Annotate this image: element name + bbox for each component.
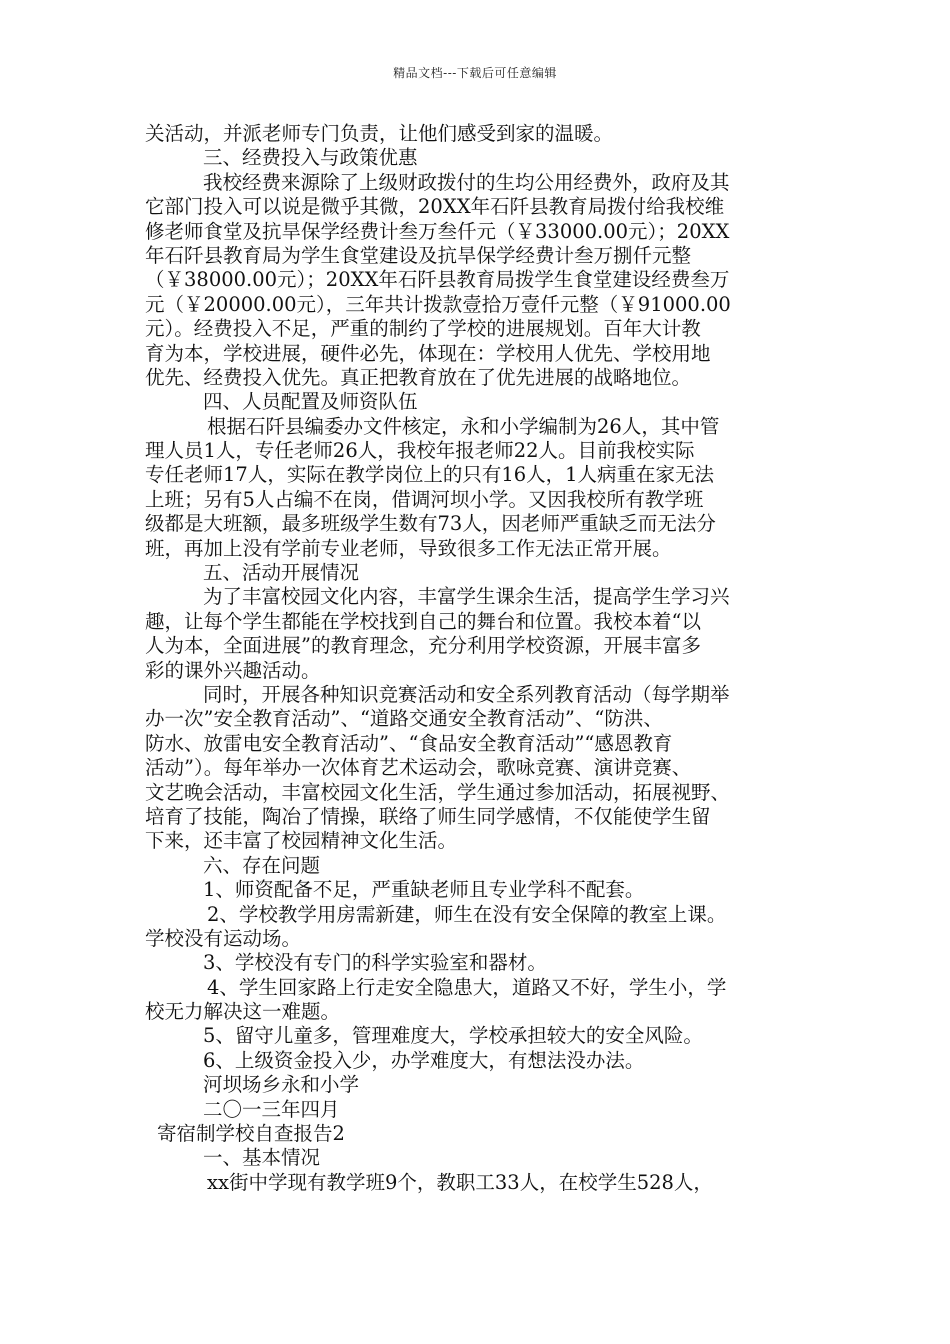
text-line: 它部门投入可以说是微乎其微，20XX年石阡县教育局拨付给我校维: [145, 195, 725, 219]
text-line: 文艺晚会活动，丰富校园文化生活，学生通过参加活动，拓展视野、: [145, 780, 731, 804]
section-heading: 五、活动开展情况: [203, 561, 360, 585]
text-line: 元（￥20000.00元），三年共计拨款壹拾万壹仟元整（￥91000.00: [145, 292, 731, 316]
text-line: 理人员1人，专任老师26人，我校年报老师22人。目前我校实际: [145, 439, 695, 463]
text-line: 彩的课外兴趣活动。: [145, 658, 321, 682]
section-heading: 一、基本情况: [203, 1146, 321, 1170]
text-line: 优先、经费投入优先。真正把教育放在了优先进展的战略地位。: [145, 365, 692, 389]
text-line: xx街中学现有教学班9个，教职工33人，在校学生528人，: [207, 1170, 713, 1194]
text-line: 班，再加上没有学前专业老师，导致很多工作无法正常开展。: [145, 536, 672, 560]
text-line: 下来，还丰富了校园精神文化生活。: [145, 829, 458, 853]
text-line: 办一次”安全教育活动”、“道路交通安全教育活动”、“防洪、: [145, 707, 663, 731]
document-body: [145, 122, 817, 1195]
signature-school: 河坝场乡永和小学: [203, 1073, 360, 1097]
page-header: 精品文档---下载后可任意编辑: [393, 66, 557, 80]
text-line: 上班；另有5人占编不在岗，借调河坝小学。又因我校所有教学班: [145, 487, 704, 511]
text-line: 校无力解决这一难题。: [145, 1000, 341, 1024]
text-line: 同时，开展各种知识竞赛活动和安全系列教育活动（每学期举: [203, 682, 730, 706]
text-line: 育为本，学校进展，硬件必先，体现在：学校用人优先、学校用地: [145, 341, 711, 365]
text-line: （￥38000.00元）；20XX年石阡县教育局拨学生食堂建设经费叁万: [145, 268, 730, 292]
list-item: 2、学校教学用房需新建，师生在没有安全保障的教室上课。: [207, 902, 727, 926]
text-line: 年石阡县教育局为学生食堂建设及抗旱保学经费计叁万捌仟元整: [145, 243, 692, 267]
list-item: 3、学校没有专门的科学实验室和器材。: [203, 951, 547, 975]
section-heading: 三、经费投入与政策优惠: [203, 146, 418, 170]
report-title: 寄宿制学校自查报告2: [157, 1122, 345, 1146]
text-line: 培育了技能，陶冶了情操，联络了师生同学感情，不仅能使学生留: [145, 804, 711, 828]
list-item: 6、上级资金投入少，办学难度大，有想法没办法。: [203, 1048, 645, 1072]
section-heading: 四、人员配置及师资队伍: [203, 390, 418, 414]
text-line: 防水、放雷电安全教育活动”、“食品安全教育活动”“感恩教育: [145, 731, 673, 755]
text-line: 趣，让每个学生都能在学校找到自己的舞台和位置。我校本着“以: [145, 609, 701, 633]
text-line: 人为本，全面进展”的教育理念，充分利用学校资源，开展丰富多: [145, 634, 701, 658]
text-line: 关活动，并派老师专门负责，让他们感受到家的温暖。: [145, 122, 614, 145]
text-line: 我校经费来源除了上级财政拨付的生均公用经费外，政府及其: [203, 170, 730, 194]
text-line: 为了丰富校园文化内容，丰富学生课余生活，提高学生学习兴: [203, 585, 730, 609]
section-heading: 六、存在问题: [203, 853, 321, 877]
list-item: 1、师资配备不足，严重缺老师且专业学科不配套。: [203, 878, 645, 902]
text-line: 修老师食堂及抗旱保学经费计叁万叁仟元（￥33000.00元）；20XX: [145, 219, 730, 243]
list-item: 4、学生回家路上行走安全隐患大，道路又不好，学生小，学: [207, 975, 727, 999]
text-line: 元）。经费投入不足，严重的制约了学校的进展规划。百年大计教: [145, 317, 701, 341]
text-line: 专任老师17人，实际在教学岗位上的只有16人，1人病重在家无法: [145, 463, 715, 487]
text-line: 级都是大班额，最多班级学生数有73人，因老师严重缺乏而无法分: [145, 512, 716, 536]
signature-date: 二〇一三年四月: [203, 1097, 340, 1121]
text-line: 活动”）。每年举办一次体育艺术运动会，歌咏竞赛、演讲竞赛、: [145, 756, 692, 780]
text-line: 学校没有运动场。: [145, 926, 302, 950]
list-item: 5、留守儿童多，管理难度大，学校承担较大的安全风险。: [203, 1024, 703, 1048]
text-line: 根据石阡县编委办文件核定，永和小学编制为26人，其中管: [207, 414, 720, 438]
